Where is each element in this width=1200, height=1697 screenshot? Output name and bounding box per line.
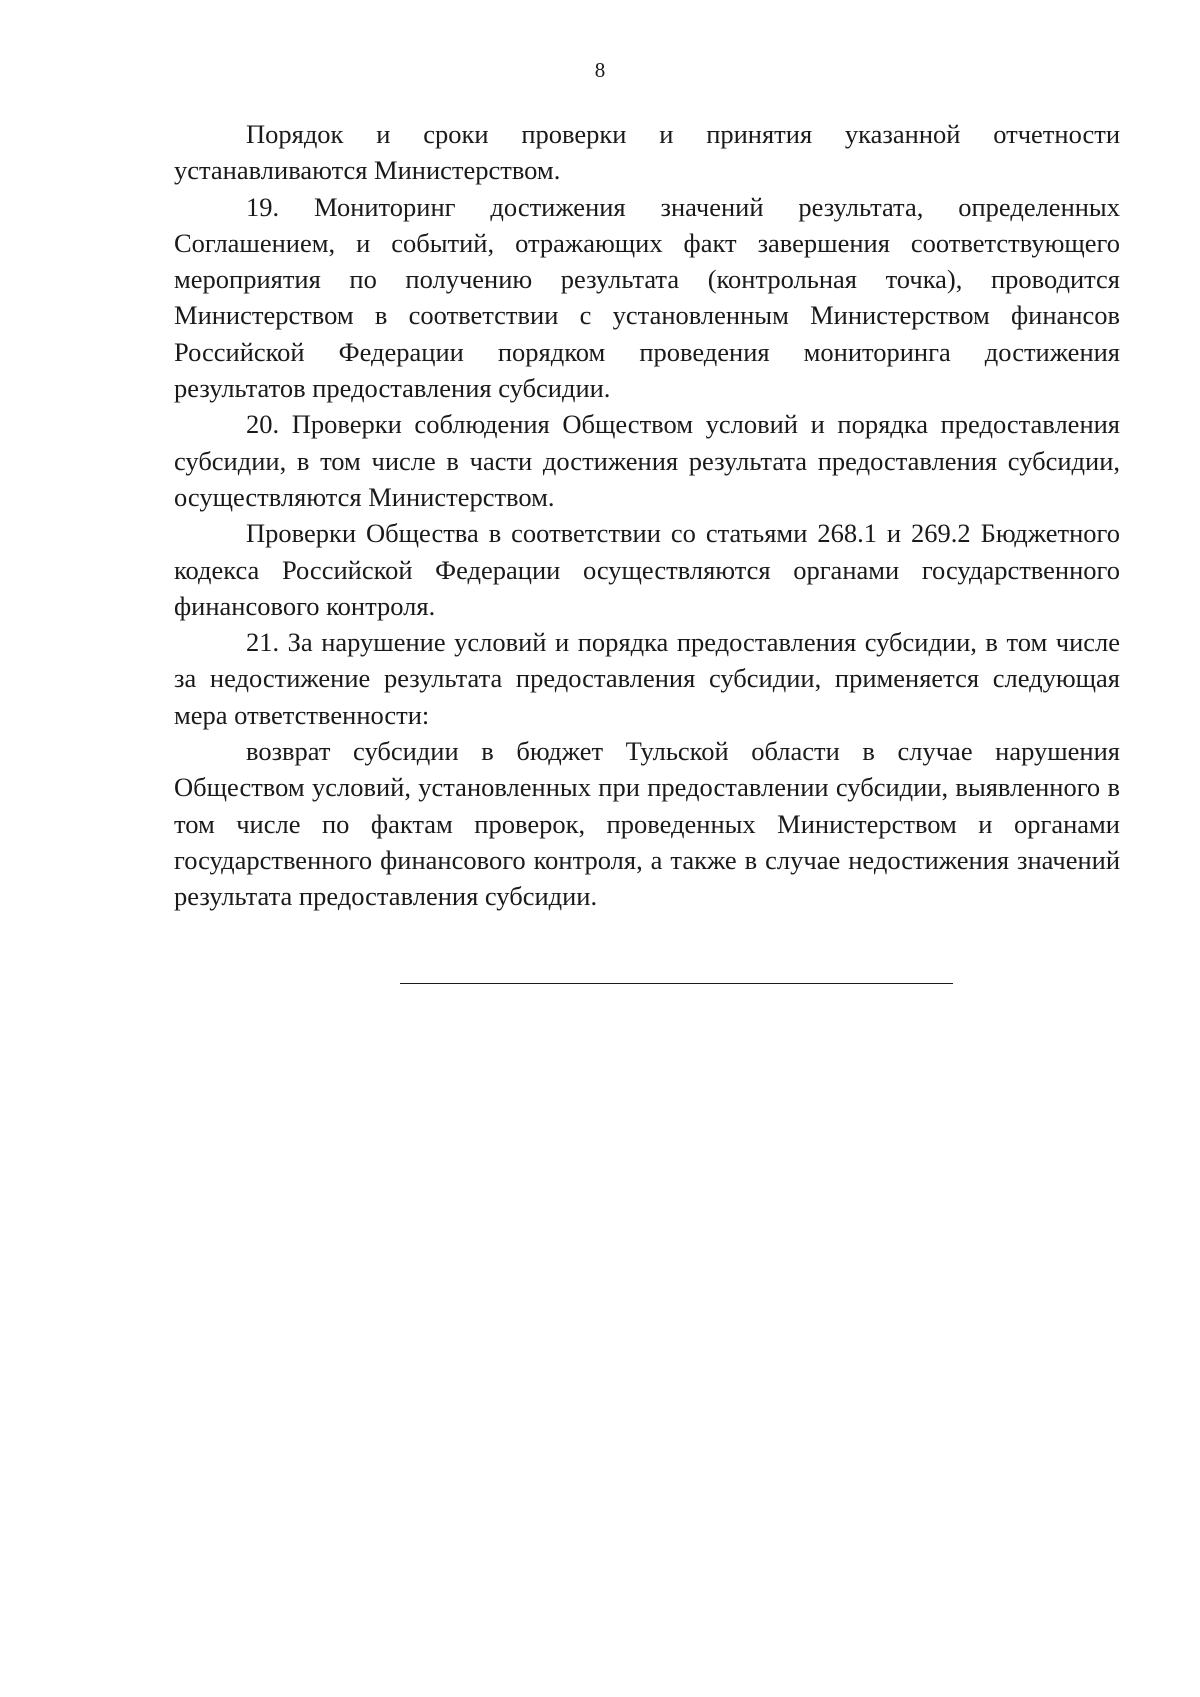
paragraph-21-liability: 21. За нарушение условий и порядка предоставления субсидии, в том числе за недостижение результата предоставления субсидии, применяется следующая мера ответственности:	[174, 627, 1120, 730]
end-of-text-divider	[400, 983, 953, 984]
paragraph-subsidy-return: возврат субсидии в бюджет Тульской области в случае нарушения Обществом условий, установленных при предоставлении субсидии, выявленного в том числе по фактам проверок, проведенных Министерством и органами государственного финансового контроля, а также в случае недостижения значений результата предоставления субсидии.	[174, 736, 1120, 912]
paragraph-19-monitoring: 19. Мониторинг достижения значений результата, определенных Соглашением, и событий, отражающих факт завершения соответствующего мероприятия по получению результата (контрольная точка), проводится Министерством в соответствии с установленным Министерством финансов Российской Федерации порядком проведения мониторинга достижения результатов предоставления субсидии.	[174, 191, 1120, 404]
page-number: 8	[594, 58, 606, 82]
paragraph-reporting-procedure: Порядок и сроки проверки и принятия указанной отчетности устанавливаются Министерством.	[174, 119, 1120, 186]
paragraph-budget-code-inspections: Проверки Общества в соответствии со статьями 268.1 и 269.2 Бюджетного кодекса Российской Федерации осуществляются органами государственного финансового контроля.	[174, 518, 1120, 621]
paragraph-20-inspections: 20. Проверки соблюдения Обществом условий и порядка предоставления субсидии, в том числе в части достижения результата предоставления субсидии, осуществляются Министерством.	[174, 409, 1120, 512]
document-body	[174, 116, 1120, 915]
